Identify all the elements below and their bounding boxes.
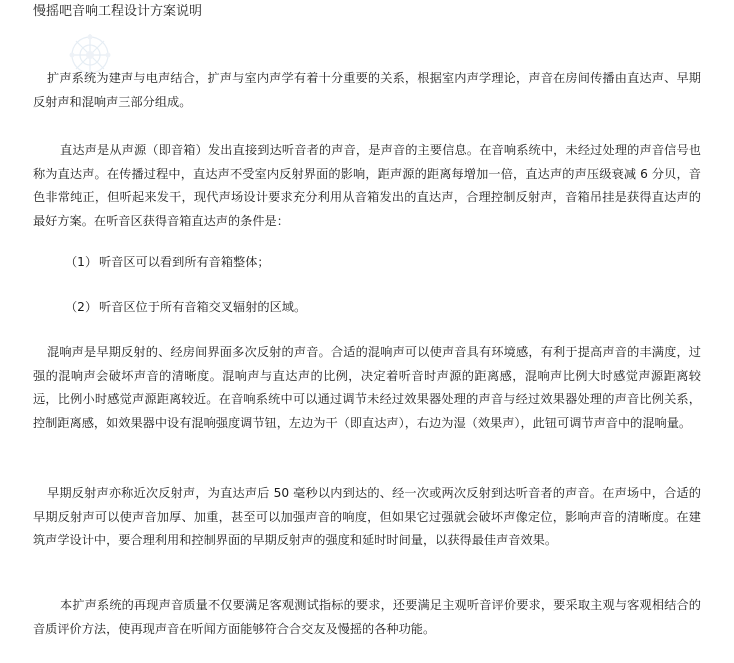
paragraph-direct-sound: 直达声是从声源（即音箱）发出直接到达听音者的声音，是声音的主要信息。在音响系统中，未经过处理的声音信号也称为直达声。在传播过程中，直达声不受室内反射界面的影响，距声源的距离每增加一倍，直达声的声压级衰减 6 分贝，音色非常纯正，但听起来发干，现代声场设计要求充分利用从音箱发出的直达声，合理控制反射声，音箱吊挂是获得直达声的最好方案。在听音区获得音箱直达声的条件是：: [33, 143, 701, 228]
condition-number: （1）: [65, 255, 98, 269]
paragraph-reverberation: 混响声是早期反射的、经房间界面多次反射的声音。合适的混响声可以使声音具有环境感，有利于提高声音的丰满度，过强的混响声会破坏声音的清晰度。混响声与直达声的比例，决定着听音时声源的距离感，混响声比例大时感觉声源距离较远，比例小时感觉声源距离较近。在音响系统中可以通过调节未经过效果器处理的声音与经过效果器处理的声音比例关系，控制距离感，如效果器中设有混响强度调节钮，左边为干（即直达声），右边为湿（效果声），此钮可调节声音中的混响量。: [33, 345, 701, 430]
paragraph-conclusion: 本扩声系统的再现声音质量不仅要满足客观测试指标的要求，还要满足主观听音评价要求，要采取主观与客观相结合的音质评价方法，使再现声音在听闻方面能够符合合交友及慢摇的各种功能。: [33, 598, 701, 636]
condition-item-2: [65, 297, 306, 317]
document-title: 慢摇吧音响工程设计方案说明: [33, 4, 203, 19]
condition-item-1: [65, 252, 270, 272]
paragraph-intro: 扩声系统为建声与电声结合，扩声与室内声学有着十分重要的关系，根据室内声学理论，声音在房间传播由直达声、早期反射声和混响声三部分组成。: [33, 71, 701, 109]
condition-text: 听音区位于所有音箱交叉辐射的区域。: [99, 300, 307, 314]
condition-text: 听音区可以看到所有音箱整体；: [99, 255, 270, 269]
condition-number: （2）: [65, 300, 98, 314]
paragraph-early-reflection: 早期反射声亦称近次反射声，为直达声后 50 毫秒以内到达的、经一次或两次反射到达听音者的声音。在声场中，合适的早期反射声可以使声音加厚、加重，甚至可以加强声音的响度，但如果它过强就会破坏声像定位，影响声音的清晰度。在建筑声学设计中，要合理利用和控制界面的早期反射声的强度和延时时间量，以获得最佳声音效果。: [33, 486, 701, 547]
